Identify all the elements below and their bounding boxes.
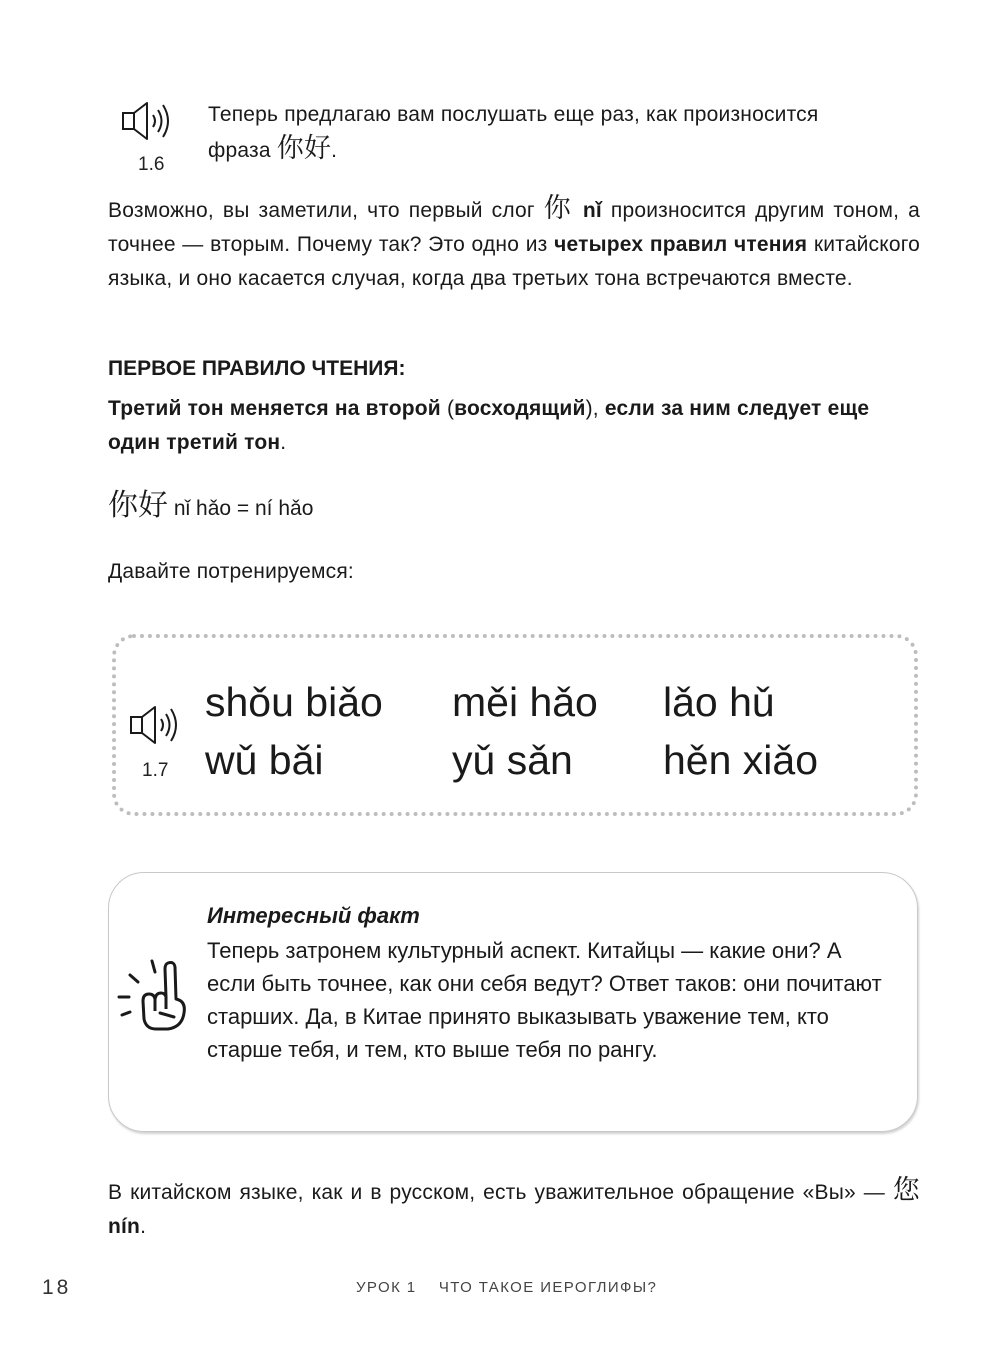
final-pinyin: nín xyxy=(108,1215,141,1238)
pinyin-word: měi hǎo xyxy=(452,679,598,725)
rule-text-2: ), xyxy=(585,397,605,420)
pointing-finger-icon xyxy=(116,955,192,1035)
para1-text-2: произносится другим тоном, а точнее — вторым. Почему так? Это одно из xyxy=(108,199,920,256)
final-hanzi: 您 xyxy=(892,1175,920,1206)
fact-text: Теперь затронем культурный аспект. Китайцы — какие они? А если быть точнее, как они себя ведут? Ответ таков: они почитают старших. Да, в Китае принято выказывать уважение тем, кто старше тебя, и тем, кто выше тебя по рангу. xyxy=(207,938,882,1062)
para1-bold: четырех правил чтения xyxy=(554,233,808,256)
speaker-icon[interactable] xyxy=(128,704,192,754)
intro-paragraph xyxy=(208,98,920,168)
chapter-title: ЧТО ТАКОЕ ИЕРОГЛИФЫ? xyxy=(438,1279,658,1296)
rule-bold-2: восходящий xyxy=(454,397,586,420)
audio-track-number: 1.7 xyxy=(142,760,169,781)
example-pinyin: nǐ hǎo = ní hǎo xyxy=(173,497,314,520)
final-text-1: В китайском языке, как и в русском, есть уважительное обращение «Вы» — xyxy=(108,1181,893,1204)
example-hanzi: 你好 xyxy=(108,488,168,523)
pinyin-word: hěn xiǎo xyxy=(663,737,819,783)
intro-text-end: . xyxy=(331,139,338,162)
speaker-icon[interactable] xyxy=(120,100,184,150)
para1-text-3: китайского языка, и оно касается случая, когда два третьих тона встречаются вместе. xyxy=(108,233,921,290)
example-line xyxy=(108,486,313,529)
para1-pinyin: nǐ xyxy=(582,199,602,222)
rule-heading: ПЕРВОЕ ПРАВИЛО ЧТЕНИЯ: xyxy=(108,357,406,380)
final-text-2: . xyxy=(140,1215,147,1238)
intro-text-line1: Теперь предлагаю вам послушать еще раз, как произносится xyxy=(208,103,819,126)
rule-body xyxy=(108,392,920,460)
intro-hanzi: 你好 xyxy=(276,133,332,164)
rule-bold-1: Третий тон меняется на второй xyxy=(108,397,441,420)
explanation-paragraph xyxy=(108,192,920,296)
pinyin-word: yǔ sǎn xyxy=(452,737,573,783)
rule-bold-3: если за ним следует еще один третий тон xyxy=(108,397,870,454)
intro-text-line2: фраза xyxy=(208,139,277,162)
practice-intro: Давайте потренируемся: xyxy=(108,560,354,583)
pinyin-word: shǒu biǎo xyxy=(205,679,383,725)
fact-title: Интересный факт xyxy=(207,903,420,928)
pinyin-word: lǎo hǔ xyxy=(663,679,775,725)
audio-track-number: 1.6 xyxy=(138,154,165,175)
running-footer xyxy=(356,1279,657,1296)
final-paragraph xyxy=(108,1174,920,1244)
para1-hanzi: 你 xyxy=(543,193,574,224)
rule-text-3: . xyxy=(280,431,287,454)
page-number: 18 xyxy=(42,1276,72,1299)
para1-text-1: Возможно, вы заметили, что первый слог xyxy=(108,199,544,222)
lesson-label: УРОК 1 xyxy=(356,1279,417,1296)
pinyin-word: wǔ bǎi xyxy=(205,737,324,783)
rule-text-1: ( xyxy=(440,397,455,420)
